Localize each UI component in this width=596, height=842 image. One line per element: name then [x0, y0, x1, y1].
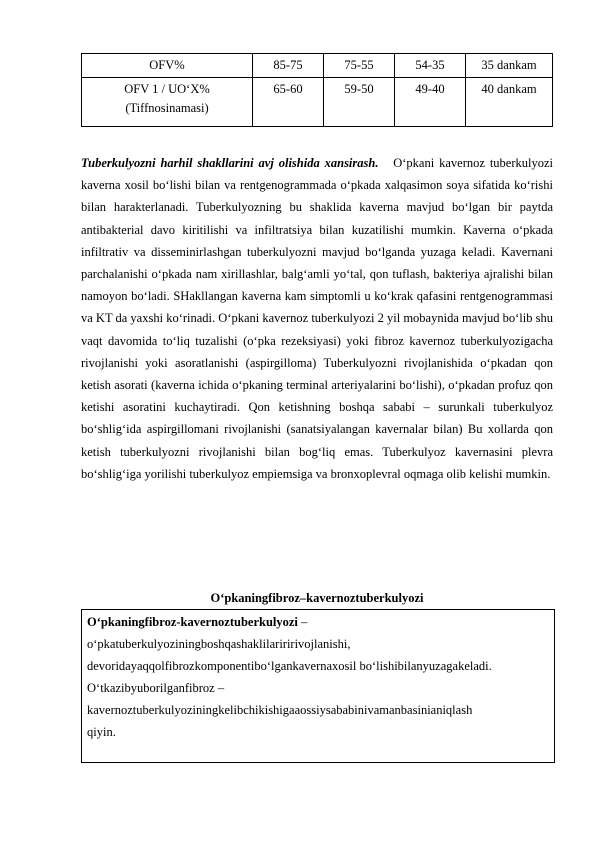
- definition-line: o‘pkatuberkulyoziningboshqashaklilariririvojlanishi,: [87, 637, 351, 651]
- table-row: [82, 78, 553, 127]
- table-cell: 54-35: [395, 54, 466, 78]
- definition-line: O‘tkazibyuborilganfibroz –: [87, 681, 225, 695]
- table-cell: 85-75: [253, 54, 324, 78]
- definition-line: kavernoztuberkulyoziningkelibchikishigaaossiysababinivamanbasinianiqlash: [87, 703, 473, 717]
- table-cell: 35 dankam: [466, 54, 553, 78]
- table-row-sublabel: (Tiffnosinamasi): [125, 101, 209, 115]
- table-cell: 49-40: [395, 78, 466, 127]
- table-row-label: OFV 1 / UO‘X% (Tiffnosinamasi): [82, 78, 253, 127]
- definition-line: devoridayaqqolfibrozkomponentibo‘lgankavernaxosil bo‘lishibilanyuzagakeladi.: [87, 659, 492, 673]
- section-heading: O‘pkaningfibroz–kavernoztuberkulyozi: [210, 591, 424, 605]
- table-row-label: OFV%: [82, 54, 253, 78]
- definition-line: qiyin.: [87, 725, 116, 739]
- table-row: [82, 54, 553, 78]
- table-cell: 75-55: [324, 54, 395, 78]
- definition-line: O‘pkaningfibroz-kavernoztuberkulyozi –: [87, 615, 308, 629]
- paragraph-lead: Tuberkulyozni harhil shakllarini avj olishida xansirash.: [81, 156, 379, 170]
- table-cell: 40 dankam: [466, 78, 553, 127]
- definition-box: [81, 609, 555, 763]
- definition-term: O‘pkaningfibroz-kavernoztuberkulyozi: [87, 615, 298, 629]
- body-paragraph: [81, 152, 553, 485]
- table-cell: 59-50: [324, 78, 395, 127]
- paragraph-text: O‘pkani kavernoz tuberkulyozi kaverna xosil bo‘lishi bilan va rentgenogrammada o‘pkada xalqasimon soya sifatida ko‘rishi bilan harakterlanadi. Tuberkulyozning bu shaklida kaverna mavjud bo‘lgan bir paytda antibakterial davo kiritilishi va infiltratsiya bilan kuzatilishi mumkin. Kaverna o‘pkada infiltrativ va disseminirlashgan tuberkulyozni mavjud bo‘lganda yuzaga keladi. Kavernani parchalanishi o‘pkada nam xirillashlar, balg‘amli yo‘tal, qon tuflash, bakteriya ajralishi bilan namoyon bo‘ladi. SHakllangan kaverna kam simptomli u ko‘krak qafasini rentgenogrammasi va KT da yaxshi ko‘rinadi. O‘pkani kavernoz tuberkulyozi 2 yil mobaynida mavjud bo‘lib shu vaqt davomida to‘liq tuzalishi (o‘pka rezeksiyasi) yoki fibroz kavernoz tuberkulyozigacha rivojlanishi yoki asoratlanishi (aspirgilloma) Tuberkulyozni rivojlanishida o‘pkadan qon ketish asorati (kaverna ichida o‘pkaning terminal arteriyalarini bo‘lishi), o‘pkadan profuz qon ketishi asoratini kuchaytiradi. Qon ketishning boshqa sababi – surunkali tuberkulyoz bo‘shlig‘ida aspirgillomani rivojlanishi (sanatsiyalangan kavernalar bilan) Bu xollarda qon ketish tuberkulyozni rivojlanishi bilan bog‘liq emas. Tuberkulyoz kavernasini plevra bo‘shlig‘iga yorilishi tuberkulyoz empiemsiga va bronxoplevral oqmaga olib kelishi mumkin.: [81, 156, 553, 481]
- table-cell: 65-60: [253, 78, 324, 127]
- ofv-table: [81, 53, 553, 127]
